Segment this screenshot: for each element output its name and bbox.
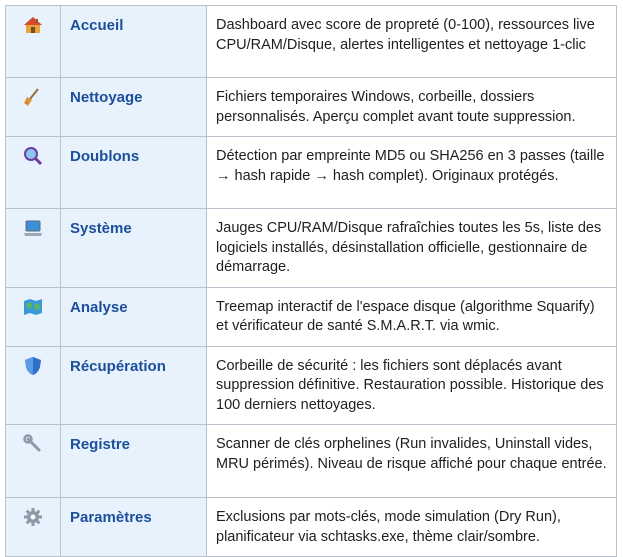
feature-name-cell <box>61 498 207 557</box>
icon-cell <box>6 346 61 425</box>
table-row <box>6 346 617 425</box>
icon-cell <box>6 137 61 209</box>
table-row <box>6 6 617 78</box>
feature-description: Jauges CPU/RAM/Disque rafraîchies toutes les 5s, liste des logiciels installés, désinstallation officielle, gestionnaire de démarrage. <box>216 220 602 275</box>
table-row <box>6 209 617 288</box>
feature-description: Scanner de clés orphelines (Run invalides, Uninstall vides, MRU périmés). Niveau de risque affiché pour chaque entrée. <box>216 436 607 472</box>
feature-name: Système <box>70 220 132 237</box>
feature-description: Fichiers temporaires Windows, corbeille, dossiers personnalisés. Aperçu complet avant toute suppression. <box>216 89 576 125</box>
icon-cell <box>6 6 61 78</box>
icon-cell <box>6 425 61 498</box>
table-row <box>6 287 617 346</box>
laptop-icon <box>22 218 44 240</box>
feature-description-cell <box>207 287 617 346</box>
feature-description-cell <box>207 425 617 498</box>
magnifier-icon <box>22 146 44 168</box>
feature-name-cell <box>61 425 207 498</box>
house-icon <box>22 15 44 37</box>
feature-description-cell <box>207 78 617 137</box>
table-row <box>6 498 617 557</box>
feature-description: Corbeille de sécurité : les fichiers sont déplacés avant suppression définitive. Restauration possible. Historique des 100 derniers nettoyages. <box>216 357 604 413</box>
gear-icon <box>22 507 44 529</box>
feature-name: Analyse <box>70 298 128 316</box>
table-row <box>6 425 617 498</box>
feature-name: Nettoyage <box>70 89 143 106</box>
feature-description-cell <box>207 346 617 425</box>
icon-cell <box>6 78 61 137</box>
feature-name-cell <box>61 137 207 209</box>
feature-name-cell <box>61 209 207 288</box>
feature-description: Dashboard avec score de propreté (0-100), ressources live CPU/RAM/Disque, alertes intelligentes et nettoyage 1-clic <box>216 17 595 53</box>
table-row <box>6 78 617 137</box>
feature-description-cell <box>207 498 617 557</box>
broom-icon <box>22 87 44 109</box>
feature-description-cell <box>207 137 617 209</box>
map-icon <box>22 297 44 319</box>
feature-name-cell <box>61 78 207 137</box>
icon-cell <box>6 287 61 346</box>
feature-name-cell <box>61 346 207 425</box>
icon-cell <box>6 209 61 288</box>
feature-name-cell <box>61 287 207 346</box>
feature-name-cell <box>61 6 207 78</box>
feature-name: Registre <box>70 436 131 453</box>
feature-description: Détection par empreinte MD5 ou SHA256 en 3 passes (taille → hash rapide → hash complet). Originaux protégés. <box>216 148 605 184</box>
shield-icon <box>22 356 44 378</box>
feature-description-cell <box>207 209 617 288</box>
feature-name: Paramètres <box>70 509 152 526</box>
wrench-icon <box>22 434 44 456</box>
feature-name: Accueil <box>70 17 124 34</box>
feature-name: Récupération <box>70 357 166 375</box>
feature-name: Doublons <box>70 148 140 165</box>
icon-cell <box>6 498 61 557</box>
feature-description: Exclusions par mots-clés, mode simulation (Dry Run), planificateur via schtasks.exe, thème clair/sombre. <box>216 509 561 545</box>
feature-description-cell <box>207 6 617 78</box>
feature-description: Treemap interactif de l'espace disque (algorithme Squarify) et vérificateur de santé S.M.A.R.T. via wmic. <box>216 298 595 334</box>
feature-table <box>5 5 617 557</box>
table-row <box>6 137 617 209</box>
